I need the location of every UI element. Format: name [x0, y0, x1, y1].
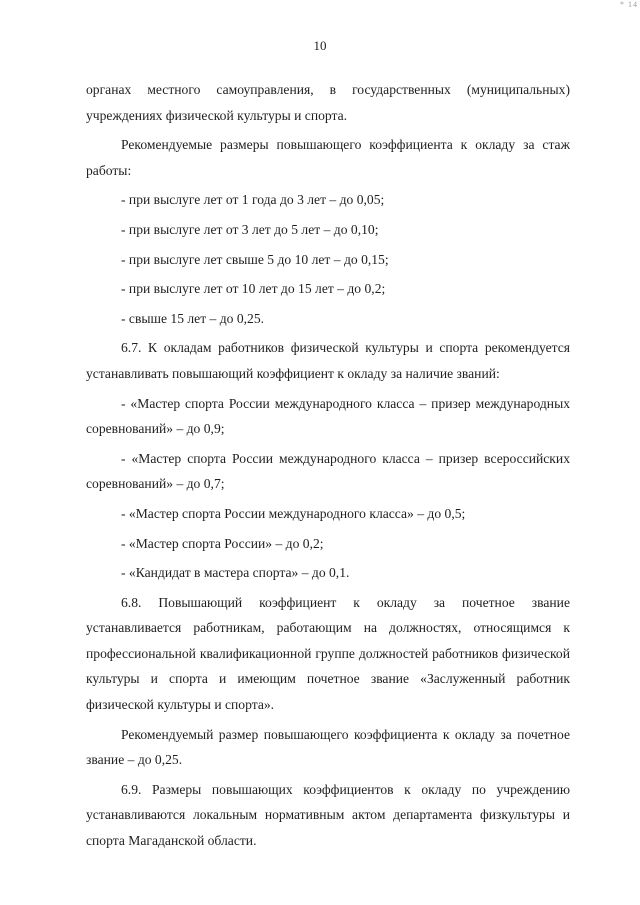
paragraph-continuation: органах местного самоуправления, в государственных (муниципальных) учреждениях физической культуры и спорта.: [86, 82, 570, 123]
paragraph-6-8-recommendation: Рекомендуемый размер повышающего коэффициента к окладу за почетное звание – до 0,25.: [86, 726, 570, 768]
list-item: - «Кандидат в мастера спорта» – до 0,1.: [121, 565, 350, 581]
corner-mark: * 14: [620, 0, 638, 9]
list-item: - при выслуге лет от 1 года до 3 лет – до 0,05;: [121, 192, 385, 208]
list-item: - свыше 15 лет – до 0,25.: [121, 310, 265, 326]
list-item: - «Мастер спорта России международного класса – призер всероссийских соревнований» – до 0,7;: [86, 450, 570, 492]
list-item: - при выслуге лет от 3 лет до 5 лет – до 0,10;: [121, 221, 379, 237]
paragraph-6-7: 6.7. К окладам работников физической культуры и спорта рекомендуется устанавливать повышающий коэффициент к окладу за наличие званий:: [86, 340, 570, 381]
list-item: - «Мастер спорта России международного класса» – до 0,5;: [121, 505, 466, 521]
list-item: - при выслуге лет свыше 5 до 10 лет – до 0,15;: [121, 251, 389, 267]
document-body: [86, 77, 570, 858]
stazh-list: [86, 187, 570, 331]
paragraph-6-8: 6.8. Повышающий коэффициент к окладу за почетное звание устанавливается работникам, работающим на должностях, относящимся к профессиональной квалификационной группе должностей работников физической культуры и спорта и имеющим почетное звание «Заслуженный работник физической культуры и спорта».: [86, 594, 570, 713]
paragraph-stazh-intro: Рекомендуемые размеры повышающего коэффициента к окладу за стаж работы:: [86, 137, 570, 178]
list-item: - при выслуге лет от 10 лет до 15 лет – до 0,2;: [121, 281, 386, 297]
list-item: - «Мастер спорта России» – до 0,2;: [121, 535, 324, 551]
list-item: - «Мастер спорта России международного класса – призер международных соревнований» – до 0,9;: [86, 395, 570, 437]
paragraph-6-9: 6.9. Размеры повышающих коэффициентов к окладу по учреждению устанавливаются локальным нормативным актом департамента физкультуры и спорта Магаданской области.: [86, 781, 570, 849]
zvanie-list: [86, 391, 570, 586]
page-number: 10: [313, 38, 327, 53]
